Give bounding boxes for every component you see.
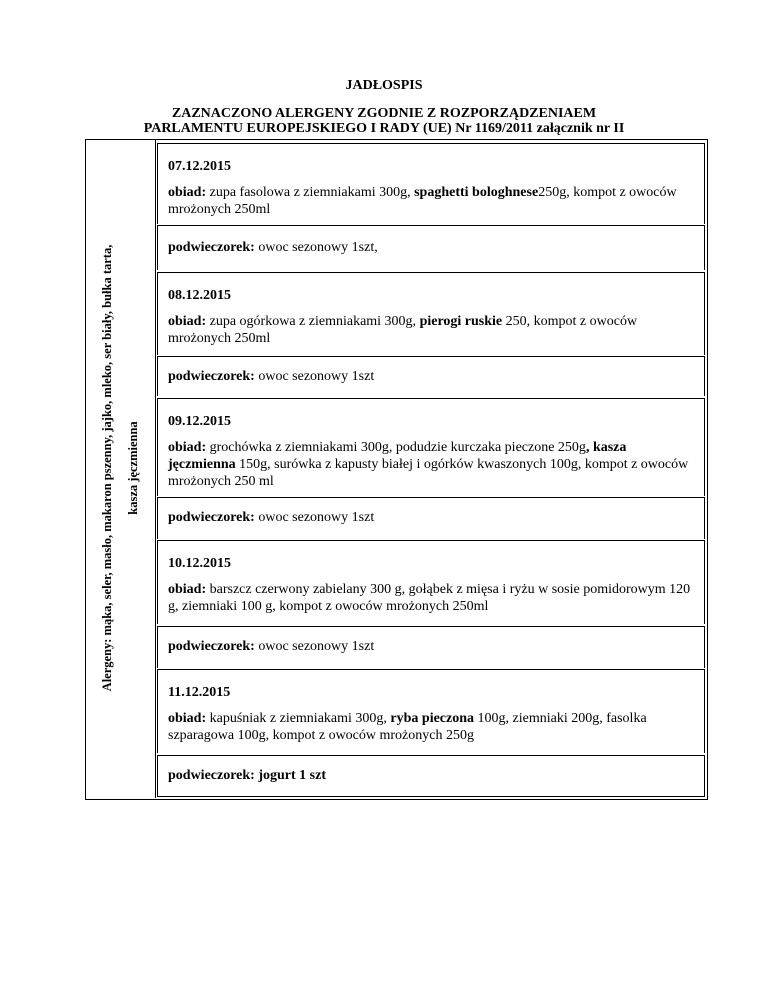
- lunch-part: barszcz czerwony zabielany 300 g, gołąbek z mięsa i ryżu w sosie pomidorowym 120 g, ziemniaki 100 g, kompot z owoców mrożonych 250ml: [168, 582, 691, 614]
- lunch-label: obiad:: [168, 440, 207, 455]
- lunch-highlight: spaghetti bologhnese: [414, 185, 539, 200]
- snack-text: [168, 368, 694, 385]
- lunch-highlight: pierogi ruskie: [419, 314, 503, 329]
- snack-value: owoc sezonowy 1szt,: [254, 240, 378, 255]
- subtitle-line-2: PARLAMENTU EUROPEJSKIEGO I RADY (UE) Nr 1169/2011 załącznik nr II: [143, 121, 625, 136]
- snack-cell-1112: [157, 755, 705, 797]
- lunch-part: grochówka z ziemniakami 300g, podudzie kurczaka pieczone 250g: [206, 440, 586, 455]
- day-cell-0912: [157, 398, 705, 496]
- lunch-part: 150g, surówka z kapusty białej i ogórków kwaszonych 100g, kompot z owoców mrożonych 250 ml: [168, 457, 689, 489]
- lunch-part: zupa ogórkowa z ziemniakami 300g,: [206, 314, 420, 329]
- day-date: 10.12.2015: [168, 556, 231, 571]
- lunch-highlight: , kasza jęczmienna: [168, 440, 627, 472]
- allergens-text: [94, 148, 146, 788]
- lunch-part: 100g, ziemniaki 200g, fasolka szparagowa 100g, kompot z owoców mrożonych 250g: [168, 711, 647, 743]
- lunch-part: 250, kompot z owoców mrożonych 250ml: [168, 314, 638, 346]
- snack-text: [168, 239, 694, 256]
- lunch-text: [168, 313, 694, 347]
- snack-label: podwieczorek: jogurt 1 szt: [168, 768, 326, 783]
- day-date: 09.12.2015: [168, 414, 231, 429]
- day-date: 11.12.2015: [168, 685, 231, 700]
- snack-value: owoc sezonowy 1szt: [254, 639, 375, 654]
- lunch-part: kapuśniak z ziemniakami 300g,: [206, 711, 391, 726]
- lunch-text: [168, 710, 694, 744]
- lunch-text: [168, 184, 694, 218]
- subtitle-line-1: ZAZNACZONO ALERGENY ZGODNIE Z ROZPORZĄDZENIAEM: [171, 106, 597, 121]
- day-cell-1112: [157, 669, 705, 753]
- snack-label: podwieczorek:: [168, 639, 255, 654]
- lunch-label: obiad:: [168, 185, 207, 200]
- lunch-highlight: ryba pieczona: [390, 711, 475, 726]
- snack-text: [168, 509, 694, 526]
- snack-label: podwieczorek:: [168, 510, 255, 525]
- snack-cell-0712: [157, 225, 705, 270]
- lunch-part: 250g, kompot z owoców mrożonych 250ml: [168, 185, 677, 217]
- snack-cell-1012: [157, 626, 705, 668]
- lunch-label: obiad:: [168, 582, 207, 597]
- snack-cell-0812: [157, 356, 705, 396]
- lunch-label: obiad:: [168, 711, 207, 726]
- snack-text: [168, 638, 694, 655]
- snack-value: owoc sezonowy 1szt: [254, 510, 375, 525]
- snack-value: owoc sezonowy 1szt: [254, 369, 375, 384]
- snack-text: [168, 767, 694, 784]
- day-date: 08.12.2015: [168, 288, 231, 303]
- page-title: JADŁOSPIS: [345, 78, 423, 93]
- lunch-label: obiad:: [168, 314, 207, 329]
- snack-label: podwieczorek:: [168, 369, 255, 384]
- lunch-text: [168, 439, 694, 490]
- day-cell-0812: [157, 272, 705, 355]
- snack-label: podwieczorek:: [168, 240, 255, 255]
- day-date: 07.12.2015: [168, 159, 231, 174]
- lunch-text: [168, 581, 694, 615]
- lunch-part: zupa fasolowa z ziemniakami 300g,: [206, 185, 415, 200]
- allergens-line-1: Alergeny: mąka, seler, masło, makaron pszenny, jajko, mleko, ser biały, bułka tarta,: [100, 244, 114, 692]
- allergens-line-2: kasza jęczmienna: [126, 421, 140, 515]
- snack-cell-0912: [157, 497, 705, 539]
- day-cell-1012: [157, 540, 705, 624]
- day-cell-0712: [157, 143, 705, 224]
